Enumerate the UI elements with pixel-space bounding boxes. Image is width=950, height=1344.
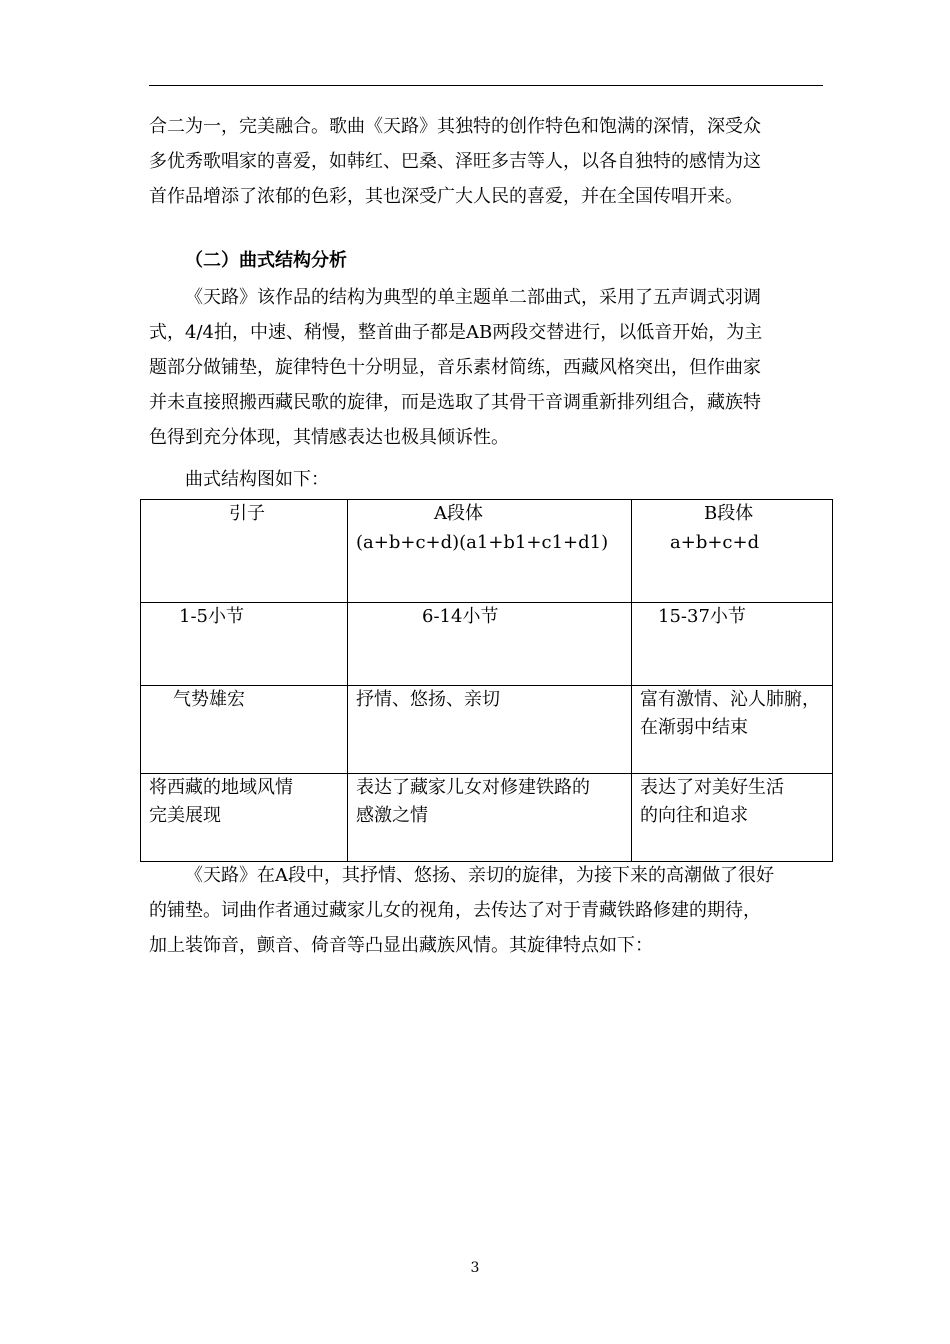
table-cell (632, 774, 833, 862)
table-row (141, 500, 833, 603)
paragraph-3: 《天路》在A段中，其抒情、悠扬、亲切的旋律，为接下来的高潮做了很好的铺垫。词曲作者通过藏家儿女的视角，去传达了对于青藏铁路修建的期待，加上装饰音，颤音、倚音等凸显出藏族风情。其旋律特点如下： (149, 865, 774, 956)
section-b-header: B段体 (704, 503, 754, 524)
section-a-bars: 6-14小节 (422, 606, 499, 627)
section-a-header: A段体 (434, 503, 483, 524)
table-cell (141, 686, 348, 774)
section-b-meaning: 表达了对美好生活的向往和追求 (640, 777, 784, 826)
table-cell (348, 686, 632, 774)
section-a-meaning: 表达了藏家儿女对修建铁路的感激之情 (356, 777, 590, 826)
table-cell (141, 500, 348, 603)
paragraph-1: 合二为一，完美融合。歌曲《天路》其独特的创作特色和饱满的深情，深受众多优秀歌唱家的喜爱，如韩红、巴桑、泽旺多吉等人，以各自独特的感情为这首作品增添了浓郁的色彩，其也深受广大人民的喜爱，并在全国传唱开来。 (149, 116, 761, 207)
section-b-character: 富有激情、沁人肺腑，在渐弱中结束 (640, 689, 820, 738)
table-cell (348, 500, 632, 603)
paragraph-2: 《天路》该作品的结构为典型的单主题单二部曲式，采用了五声调式羽调式，4/4拍，中速、稍慢，整首曲子都是AB两段交替进行，以低音开始，为主题部分做铺垫，旋律特色十分明显，音乐素材简练，西藏风格突出，但作曲家并未直接照搬西藏民歌的旋律，而是选取了其骨干音调重新排列组合，藏族特色得到充分体现，其情感表达也极具倾诉性。 (149, 287, 763, 448)
table-caption: 曲式结构图如下： (185, 469, 329, 490)
header-rule (149, 85, 823, 86)
intro-character: 气势雄宏 (173, 689, 245, 710)
table-cell (348, 774, 632, 862)
table-row (141, 774, 833, 862)
table-cell (348, 603, 632, 686)
section-b-bars: 15-37小节 (658, 606, 746, 627)
intro-bars: 1-5小节 (179, 606, 244, 627)
section-b-formula: a+b+c+d (670, 532, 760, 553)
table-row (141, 686, 833, 774)
page-number: 3 (470, 1260, 480, 1276)
section-a-formula: (a+b+c+d)(a1+b1+c1+d1) (356, 532, 609, 553)
section-heading: （二）曲式结构分析 (185, 250, 347, 271)
table-cell (632, 603, 833, 686)
table-cell (632, 500, 833, 603)
table-cell (141, 603, 348, 686)
table-cell (632, 686, 833, 774)
section-a-character: 抒情、悠扬、亲切 (356, 689, 500, 710)
structure-table (140, 499, 833, 862)
table-cell (141, 774, 348, 862)
intro-header: 引子 (229, 503, 265, 524)
table-row (141, 603, 833, 686)
intro-meaning: 将西藏的地域风情完美展现 (149, 777, 293, 826)
